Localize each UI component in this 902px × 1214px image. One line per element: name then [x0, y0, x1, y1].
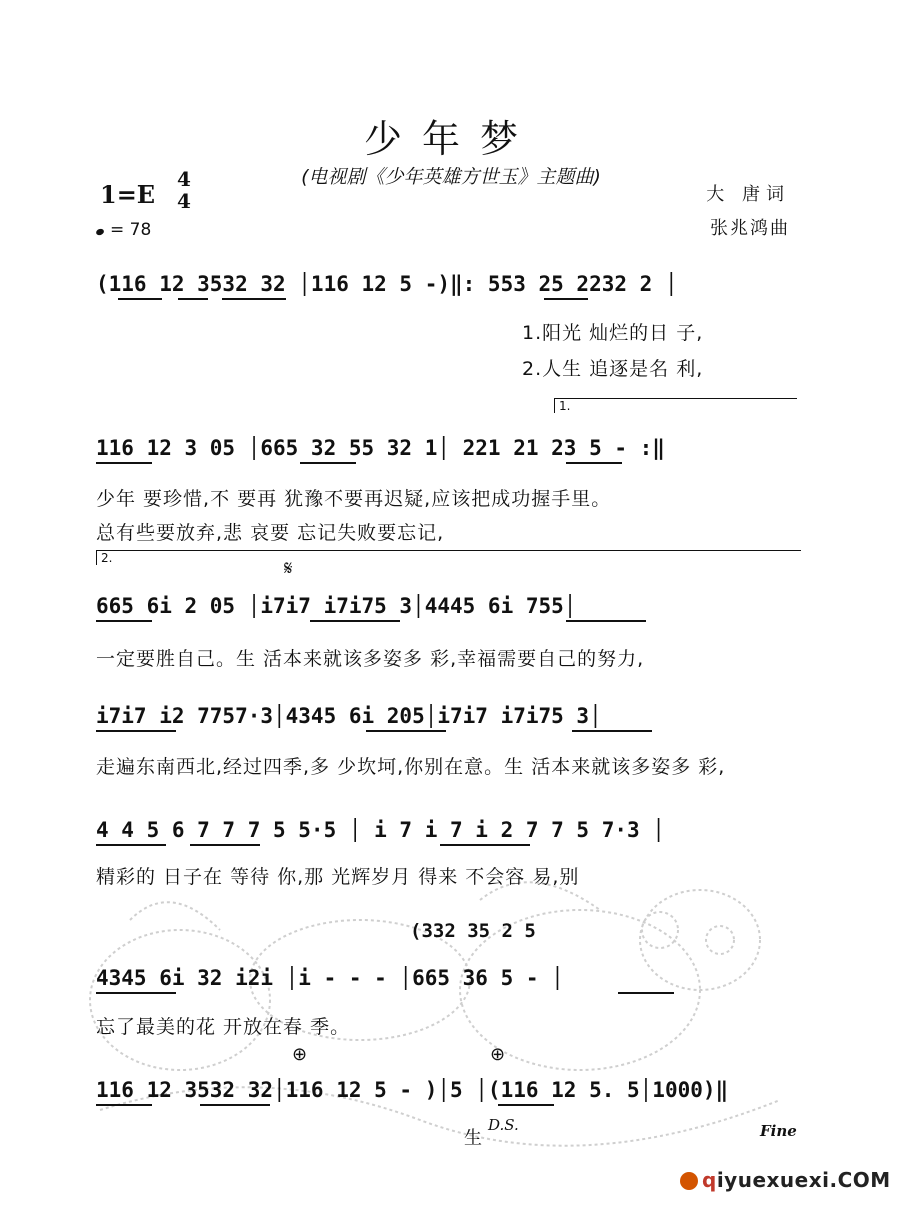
site-watermark[interactable] [680, 1168, 891, 1192]
lyric-verse-2-line-1: 2.人生 追逐是名 利, [522, 358, 704, 380]
beam-underline [300, 462, 356, 464]
notation-line-2: 116 12 3 05 │665 32 55 32 1│ 221 21 23 5 - :‖ [96, 436, 665, 460]
beam-underline [498, 1104, 554, 1106]
lyric-verse-1-line-1: 1.阳光 灿烂的日 子, [522, 322, 704, 344]
song-subtitle: (电视剧《少年英雄方世玉》主题曲) [301, 166, 601, 188]
beam-underline [566, 462, 622, 464]
beam-underline [178, 298, 208, 300]
time-signature [177, 168, 191, 212]
lyric-line-4: 走遍东南西北,经过四季,多 少坎坷,你别在意。生 活本来就该多姿多 彩, [96, 756, 726, 778]
key-signature: 1=E [100, 180, 156, 209]
beam-underline [190, 844, 260, 846]
beam-underline [544, 298, 588, 300]
song-title: 少年梦 [363, 117, 538, 161]
lyric-verse-1-line-2: 少年 要珍惜,不 要再 犹豫不要再迟疑,应该把成功握手里。 [96, 488, 612, 510]
beam-underline [618, 992, 674, 994]
beam-underline [572, 730, 652, 732]
coda-sign: ⊕ [490, 1044, 506, 1065]
volta-bracket-2: 2. [96, 550, 801, 565]
tempo-value: = 78 [110, 220, 152, 240]
final-lyric: 生 [464, 1128, 482, 1149]
beam-underline [96, 620, 152, 622]
lyric-line-3: 一定要胜自己。生 活本来就该多姿多 彩,幸福需要自己的努力, [96, 648, 645, 670]
time-signature-top: 4 [177, 167, 191, 191]
tempo-marking [96, 220, 151, 240]
beam-underline [310, 620, 400, 622]
beam-underline [200, 1104, 270, 1106]
watermark-brand-text: iyuexuexi.COM [716, 1168, 891, 1192]
notation-line-3: 665 6i 2 05 │i7i7 i7i75 3│4445 6i 755│ [96, 594, 577, 618]
dal-segno-mark: D.S. [488, 1116, 519, 1134]
aside-notation: (332 35 2 5 [410, 920, 536, 942]
beam-underline [96, 730, 176, 732]
lyricist-credit: 大 唐词 [706, 184, 790, 205]
beam-underline [566, 620, 646, 622]
beam-underline [96, 992, 176, 994]
notation-line-4: i7i7 i2 7757·3│4345 6i 205│i7i7 i7i75 3│ [96, 704, 602, 728]
beam-underline [366, 730, 446, 732]
notation-line-5: 4 4 5 6 7 7 7 5 5·5 │ i 7 i 7 i 2 7 7 5 7·3 │ [96, 818, 665, 842]
lyric-verse-2-line-2: 总有些要放弃,悲 哀要 忘记失败要忘记, [96, 522, 445, 544]
composer-credit: 张兆鸿曲 [710, 218, 790, 239]
fine-mark: Fine [760, 1122, 797, 1140]
site-logo-icon [680, 1172, 698, 1190]
notation-line-1: (116 12 3532 32 │116 12 5 -)‖: 553 25 2232 2 │ [96, 272, 678, 296]
watermark-brand-q: q [702, 1168, 717, 1192]
beam-underline [96, 462, 152, 464]
lyric-line-6: 忘了最美的花 开放在春 季。 [96, 1016, 351, 1038]
beam-underline [440, 844, 530, 846]
segno-sign: 𝄋 [284, 556, 293, 580]
notation-line-6: 4345 6i 32 i2i │i - - - │665 36 5 - │ [96, 966, 564, 990]
beam-underline [118, 298, 162, 300]
notation-line-7: 116 12 3532 32│116 12 5 - )│5 │(116 12 5. 5│1000)‖ [96, 1078, 729, 1102]
lyric-line-5: 精彩的 日子在 等待 你,那 光辉岁月 得来 不会容 易,别 [96, 866, 580, 888]
beam-underline [222, 298, 286, 300]
beam-underline [96, 1104, 152, 1106]
volta-bracket-1: 1. [554, 398, 797, 413]
beam-underline [96, 844, 166, 846]
background-illustration [60, 860, 820, 1160]
time-signature-bottom: 4 [177, 189, 191, 213]
quarter-note-icon [95, 228, 105, 236]
coda-sign: ⊕ [292, 1044, 308, 1065]
